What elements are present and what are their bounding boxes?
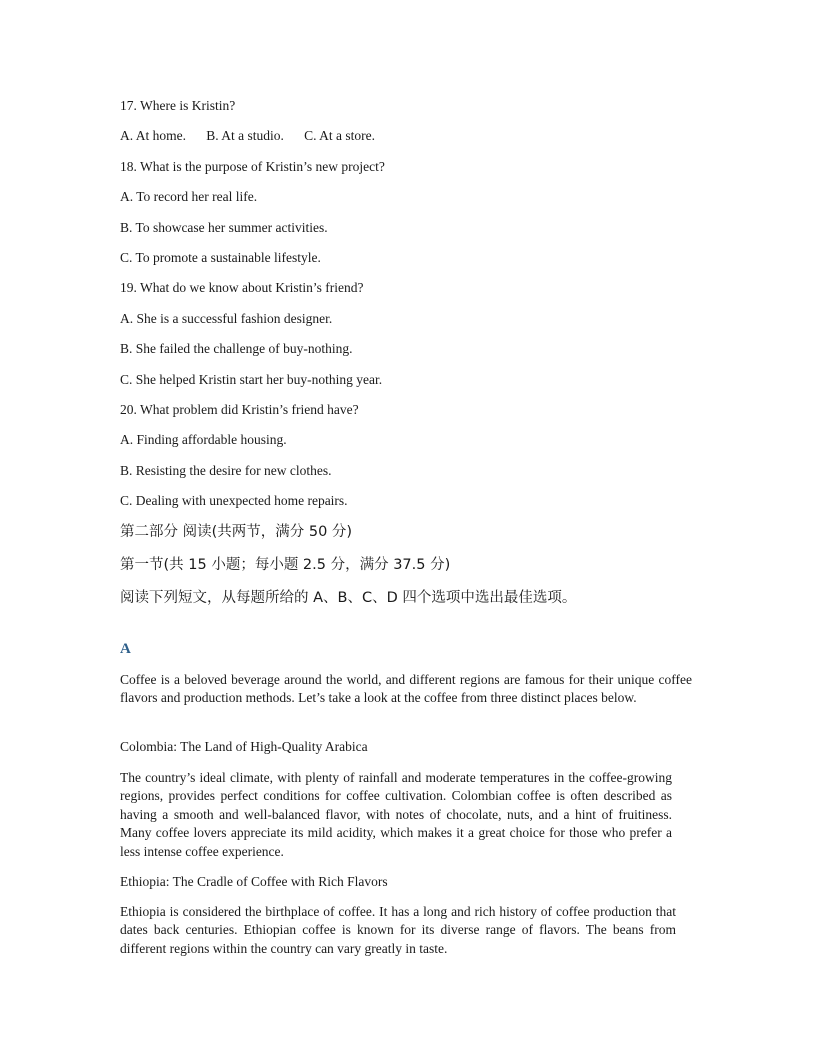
question-17: 17. Where is Kristin? [120, 98, 236, 113]
question-19-option-c: C. She helped Kristin start her buy-nothing year. [120, 372, 383, 387]
section-part-title: 第二部分 阅读(共两节，满分 50 分) [120, 524, 353, 540]
question-18-option-a: A. To record her real life. [120, 189, 258, 204]
colombia-body: The country’s ideal climate, with plenty of rainfall and moderate temperatures in the coffee-growing regions, provides perfect conditions for coffee cultivation. Colombian coffee is often described as having a smooth and well-balanced flavor, with notes of chocolate, nuts, and a hint of fruitiness. Many coffee lovers appreciate its mild acidity, which makes it a great choice for those who prefer a less intense coffee experience. [120, 770, 672, 859]
question-19-option-b: B. She failed the challenge of buy-nothing. [120, 341, 353, 356]
question-17-options: A. At home. B. At a studio. C. At a store. [120, 128, 375, 143]
question-20: 20. What problem did Kristin’s friend have? [120, 402, 359, 417]
question-20-option-a: A. Finding affordable housing. [120, 432, 287, 447]
passage-label: A [120, 641, 131, 657]
question-19-option-a: A. She is a successful fashion designer. [120, 311, 333, 326]
colombia-heading: Colombia: The Land of High-Quality Arabica [120, 739, 368, 754]
section-instruction: 阅读下列短文，从每题所给的 A、B、C、D 四个选项中选出最佳选项。 [120, 590, 577, 606]
question-18: 18. What is the purpose of Kristin’s new project? [120, 159, 385, 174]
question-18-option-b: B. To showcase her summer activities. [120, 220, 328, 235]
question-20-option-c: C. Dealing with unexpected home repairs. [120, 493, 348, 508]
section-sub-title: 第一节(共 15 小题；每小题 2.5 分，满分 37.5 分) [120, 557, 451, 573]
question-18-option-c: C. To promote a sustainable lifestyle. [120, 250, 321, 265]
ethiopia-heading: Ethiopia: The Cradle of Coffee with Rich Flavors [120, 874, 388, 889]
question-19: 19. What do we know about Kristin’s friend? [120, 280, 364, 295]
question-20-option-b: B. Resisting the desire for new clothes. [120, 463, 332, 478]
passage-intro: Coffee is a beloved beverage around the world, and different regions are famous for their unique coffee flavors and production methods. Let’s take a look at the coffee from three distinct places below. [120, 672, 692, 706]
ethiopia-body: Ethiopia is considered the birthplace of coffee. It has a long and rich history of coffee production that dates back centuries. Ethiopian coffee is known for its diverse range of flavors. The beans from different regions within the country can vary greatly in taste. [120, 904, 676, 956]
